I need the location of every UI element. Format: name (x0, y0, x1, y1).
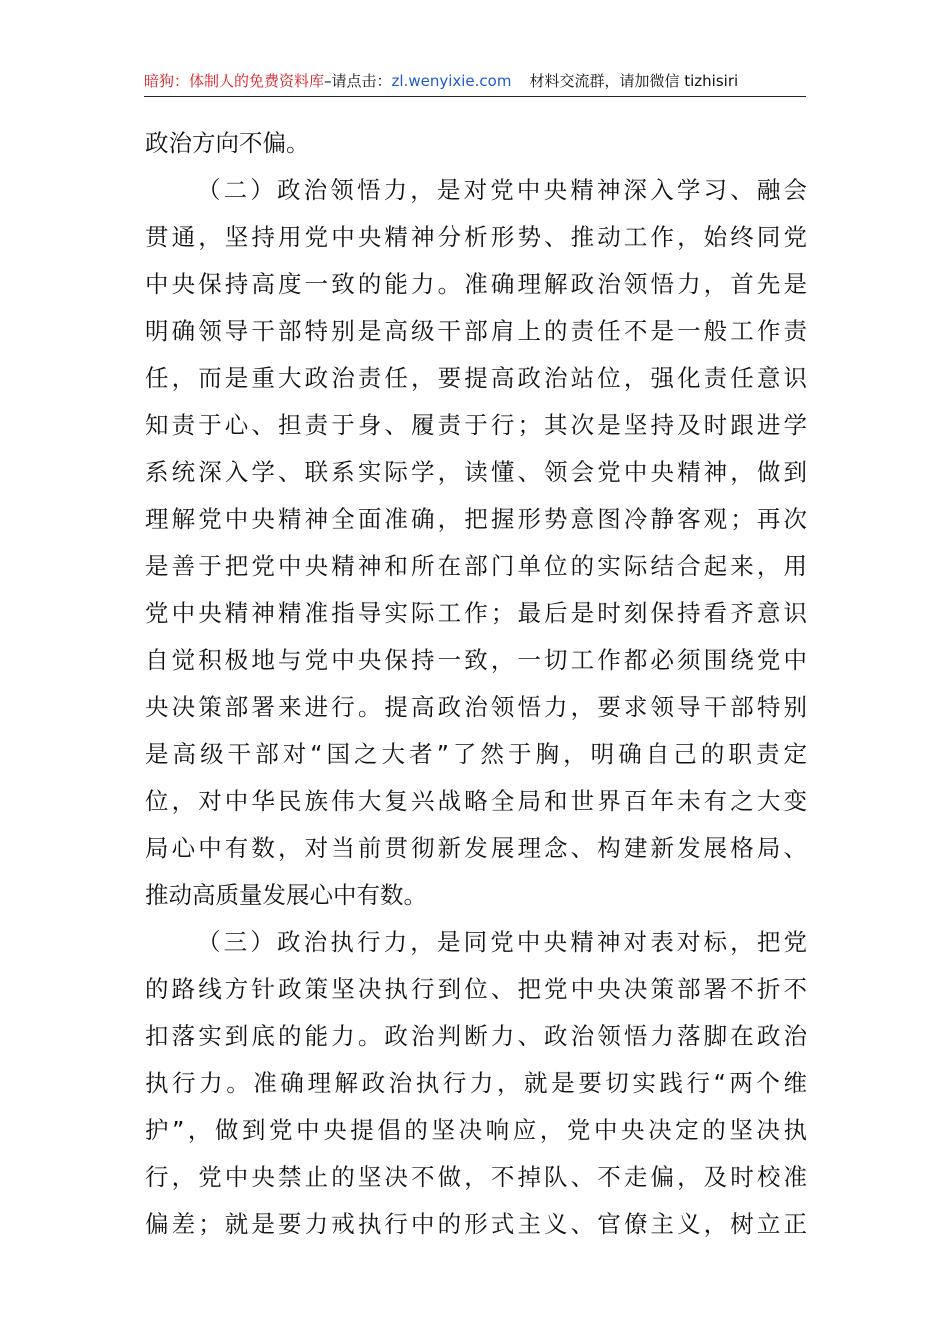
text-line: 中央保持高度一致的能力。准确理解政治领悟力，首先是 (145, 270, 807, 298)
text-line: 位，对中华民族伟大复兴战略全局和世界百年未有之大变 (145, 787, 807, 815)
text-line: 是高级干部对“国之大者”了然于胸，明确自己的职责定 (145, 740, 807, 768)
header-site-name: 暗狗：体制人的免费资料库 (144, 72, 325, 90)
header-wechat-note: 材料交流群，请加微信 tizhisiri (529, 72, 739, 90)
text-line: 理解党中央精神全面准确，把握形势意图冷静客观；再次 (145, 505, 807, 533)
text-line: 党中央精神精准指导实际工作；最后是时刻保持看齐意识 (145, 599, 807, 627)
text-line: 局心中有数，对当前贯彻新发展理念、构建新发展格局、 (145, 834, 807, 862)
header-click-prompt: –请点击： (324, 72, 392, 90)
text-line: 知责于心、担责于身、履责于行；其次是坚持及时跟进学 (145, 411, 807, 439)
header-url-link[interactable]: zl.wenyixie.com (391, 72, 512, 90)
text-line: 政治方向不偏。 (145, 129, 310, 157)
text-line: 自觉积极地与党中央保持一致，一切工作都必须围绕党中 (145, 646, 807, 674)
text-line: 行，党中央禁止的坚决不做，不掉队、不走偏，及时校准 (145, 1163, 807, 1191)
text-line: （二）政治领悟力，是对党中央精神深入学习、融会 (197, 176, 807, 204)
text-line: 推动高质量发展心中有数。 (145, 881, 427, 909)
text-line: 明确领导干部特别是高级干部肩上的责任不是一般工作责 (145, 317, 807, 345)
text-line: 偏差；就是要力戒执行中的形式主义、官僚主义，树立正 (145, 1210, 807, 1238)
text-line: 执行力。准确理解政治执行力，就是要切实践行“两个维 (145, 1069, 807, 1097)
page-header (144, 70, 806, 97)
document-body (145, 120, 807, 1248)
text-line: 扣落实到底的能力。政治判断力、政治领悟力落脚在政治 (145, 1022, 807, 1050)
text-line: 央决策部署来进行。提高政治领悟力，要求领导干部特别 (145, 693, 807, 721)
text-line: 护”，做到党中央提倡的坚决响应，党中央决定的坚决执 (145, 1116, 807, 1144)
text-line: 系统深入学、联系实际学，读懂、领会党中央精神，做到 (145, 458, 807, 486)
text-line: （三）政治执行力，是同党中央精神对表对标，把党 (197, 928, 807, 956)
text-line: 贯通，坚持用党中央精神分析形势、推动工作，始终同党 (145, 223, 807, 251)
text-line: 任，而是重大政治责任，要提高政治站位，强化责任意识 (145, 364, 807, 392)
text-line: 是善于把党中央精神和所在部门单位的实际结合起来，用 (145, 552, 807, 580)
text-line: 的路线方针政策坚决执行到位、把党中央决策部署不折不 (145, 975, 807, 1003)
